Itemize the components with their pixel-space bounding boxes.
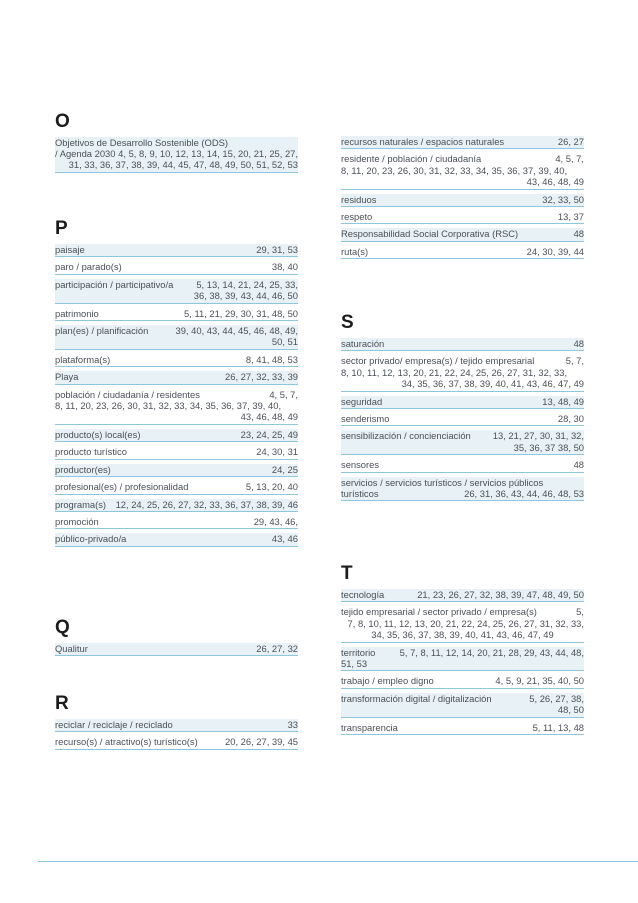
entry-pages: 5, 26, 27, 38, [529,692,584,704]
index-entry [341,211,584,224]
section-q [55,617,298,660]
entry-pages: 20, 26, 27, 39, 45 [225,736,298,748]
entry-term: programa(s) [55,498,107,510]
entry-term: seguridad [341,395,383,407]
entry-pages: 29, 31, 53 [256,244,298,255]
entry-term: Qualitur [55,643,88,654]
entry-pages-cont: 34, 35, 36, 37, 38, 39, 40, 41, 43, 46, 47, 49 [371,629,554,641]
entry-term-cont: / Agenda 2030 [55,148,116,160]
entry-pages-cont: 34, 35, 36, 37, 38, 39, 40, 41, 43, 46, 47, 49 [401,378,584,390]
index-entry [341,647,584,672]
entry-pages: 29, 43, 46, [253,515,298,527]
entry-pages-cont: 8, 10, 11, 12, 13, 20, 21, 22, 24, 25, 26, 27, 31, 32, 33, [341,366,568,378]
entry-pages: 38, 40 [271,261,298,273]
entry-pages: 4, 5, 7, [555,153,584,165]
section-o [55,111,298,177]
entry-term: sensores [341,459,380,471]
index-entry [341,589,584,602]
section-s [341,312,584,505]
entry-pages-cont: 35, 36, 37 38, 50 [513,441,584,453]
index-entry [341,194,584,207]
entry-pages: 23, 24, 25, 49 [240,428,298,440]
section-r-continued [341,136,584,263]
section-letter: O [55,111,70,132]
entry-term: paisaje [55,244,85,255]
section-letter: S [341,312,354,333]
entry-term: saturación [341,338,385,349]
entry-term: respeto [341,211,373,223]
entry-pages: 12, 24, 25, 26, 27, 32, 33, 36, 37, 38, 39, 46 [115,498,298,510]
entry-term: senderismo [341,413,390,425]
entry-term: servicios / servicios turísticos / servicios públicos [341,476,544,488]
entry-term: participación / participativo/a [55,278,174,290]
entry-pages: 5, 13, 20, 40 [245,481,298,493]
entry-pages: 5, [576,606,584,618]
entry-term: trabajo / empleo digno [341,675,434,687]
entry-term: público-privado/a [55,533,127,545]
entry-term: recurso(s) / atractivo(s) turístico(s) [55,736,198,748]
entry-pages: 5, 7, 8, 11, 12, 14, 20, 21, 28, 29, 43, 44, 48, [399,646,584,658]
entry-term: Responsabilidad Social Corporativa (RSC) [341,228,519,240]
entry-pages: 4, 5, 9, 21, 35, 40, 50 [495,675,584,687]
index-entry [55,244,298,257]
entry-term-cont: turísticos [341,488,379,500]
entry-pages: 26, 27, 32 [256,643,298,654]
entry-term: tejido empresarial / sector privado / empresa(s) [341,606,537,618]
entry-pages: 24, 30, 31 [256,446,298,458]
index-entry [55,516,298,529]
entry-pages: 43, 46 [271,533,298,545]
entry-pages-cont: 43, 46, 48, 49 [240,411,298,423]
entry-pages: 5, 11, 13, 48 [532,721,584,733]
index-entry [55,643,298,656]
index-entry [341,722,584,735]
entry-pages-cont: 31, 33, 36, 37, 38, 39, 44, 45, 47, 48, 49, 50, 51, 52, 53 [68,159,298,171]
entry-pages: 26, 31, 36, 43, 44, 46, 48, 53 [464,488,584,500]
footer-divider [38,861,638,862]
section-p [55,218,298,551]
index-entry [55,325,298,350]
entry-term: plan(es) / planificación [55,325,149,337]
index-entry [341,228,584,241]
section-r [55,693,298,754]
entry-pages: 24, 25 [271,463,298,475]
entry-pages-cont: 51, 53 [341,658,368,670]
entry-term: Playa [55,371,79,383]
entry-pages: 48 [573,338,584,349]
index-entry [55,499,298,512]
index-entry [55,464,298,477]
index-entry [341,606,584,642]
entry-pages: 13, 37 [557,211,584,223]
entry-pages-cont: 8, 11, 20, 23, 26, 30, 31, 32, 33, 34, 35, 36, 37, 39, 40, [55,400,282,412]
entry-term: plataforma(s) [55,353,111,365]
index-entry [341,396,584,409]
entry-pages-cont: 7, 8, 10, 11, 12, 13, 20, 21, 22, 24, 25, 26, 27, 31, 32, 33, [347,617,584,629]
entry-term: población / ciudadanía / residentes [55,388,200,400]
entry-term: promoción [55,515,99,527]
index-entry [341,430,584,455]
entry-pages: 26, 27 [557,136,584,147]
index-entry [55,533,298,546]
entry-term: ruta(s) [341,245,369,257]
entry-term: recursos naturales / espacios naturales [341,136,505,147]
index-entry [55,429,298,442]
entry-pages: 39, 40, 43, 44, 45, 46, 48, 49, [175,325,298,337]
index-entry [55,481,298,494]
index-entry [341,675,584,688]
section-letter: T [341,563,353,584]
entry-pages: 26, 27, 32, 33, 39 [225,371,298,383]
entry-pages: 8, 41, 48, 53 [245,353,298,365]
entry-pages-cont: 48, 50 [557,704,584,716]
entry-pages: 13, 21, 27, 30, 31, 32, [492,430,584,442]
index-entry [341,153,584,189]
index-entry [55,446,298,459]
section-letter: R [55,693,69,714]
entry-pages: 48 [573,228,584,240]
index-entry [55,719,298,732]
section-letter: Q [55,617,70,638]
entry-pages: 5, 7, [565,355,584,367]
index-entry [341,338,584,351]
index-entry [55,736,298,749]
entry-pages: 28, 30 [557,413,584,425]
index-entry [55,389,298,425]
entry-pages: 5, 13, 14, 21, 24, 25, 33, [196,278,298,290]
entry-pages: 4, 5, 7, [269,388,298,400]
entry-pages: 21, 23, 26, 27, 32, 38, 39, 47, 48, 49, 50 [417,589,584,600]
index-entry [341,355,584,391]
index-entry [341,136,584,149]
entry-pages-cont: 36, 38, 39, 43, 44, 46, 50 [193,290,298,302]
index-entry [341,693,584,718]
entry-pages-cont: 43, 46, 48, 49 [526,176,584,188]
entry-pages: 13, 48, 49 [542,395,584,407]
index-entry [55,137,298,173]
entry-term: profesional(es) / profesionalidad [55,481,189,493]
entry-term: producto(s) local(es) [55,428,141,440]
entry-term: sector privado/ empresa(s) / tejido empresarial [341,355,535,367]
section-t [341,563,584,739]
index-entry [55,354,298,367]
index-entry [55,279,298,304]
index-entry [341,413,584,426]
entry-term: transparencia [341,721,398,733]
entry-term: productor(es) [55,463,111,475]
index-entry [55,371,298,384]
entry-pages: 32, 33, 50 [542,193,584,205]
entry-pages: 4, 5, 8, 9, 10, 12, 13, 14, 15, 20, 21, 25, 27, [118,148,298,160]
entry-term: territorio [341,646,376,658]
entry-term: residente / población / ciudadanía [341,153,482,165]
entry-pages: 24, 30, 39, 44 [526,245,584,257]
entry-term: paro / parado(s) [55,261,122,273]
index-entry [55,261,298,274]
entry-pages-cont: 8, 11, 20, 23, 26, 30, 31, 32, 33, 34, 35, 36, 37, 39, 40, [341,164,568,176]
index-entry [341,477,584,502]
entry-pages: 5, 11, 21, 29, 30, 31, 48, 50 [184,307,298,319]
entry-term: sensibilización / concienciación [341,430,471,442]
entry-term: Objetivos de Desarrollo Sostenible (ODS) [55,137,228,148]
entry-term: tecnología [341,589,385,600]
section-letter: P [55,218,68,239]
entry-pages: 33 [287,719,298,730]
entry-term: patrimonio [55,307,99,319]
entry-pages: 48 [573,459,584,471]
entry-term: reciclar / reciclaje / reciclado [55,719,173,730]
entry-term: residuos [341,193,377,205]
index-entry [341,246,584,259]
entry-term: transformación digital / digitalización [341,692,492,704]
entry-term: producto turístico [55,446,127,458]
index-entry [341,459,584,472]
entry-pages-cont: 50, 51 [271,336,298,348]
index-entry [55,308,298,321]
